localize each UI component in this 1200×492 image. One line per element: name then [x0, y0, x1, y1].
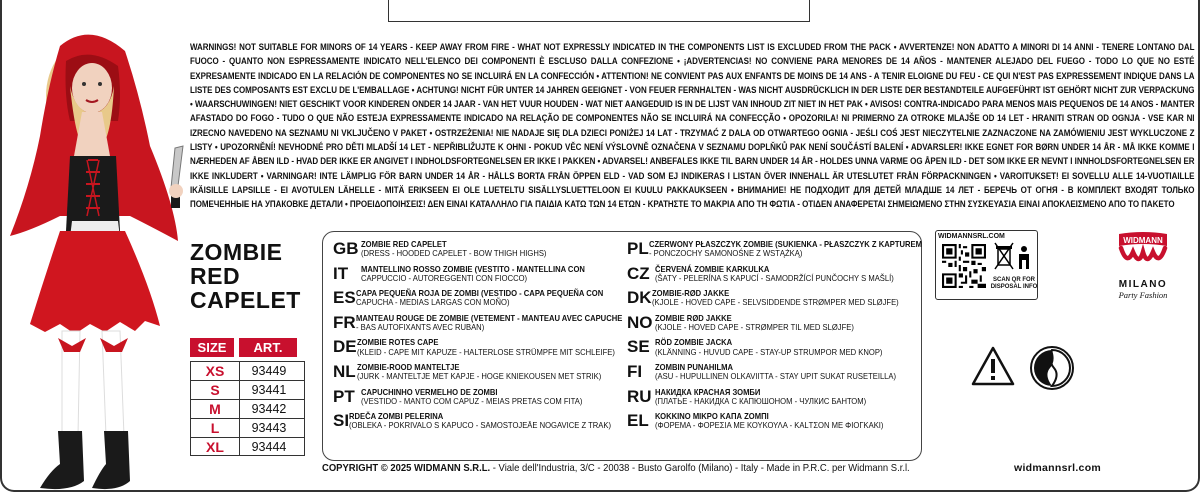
product-title-line: CAPELET — [190, 287, 301, 313]
translation-text — [652, 287, 899, 311]
crossed-bin-icon — [994, 241, 1034, 273]
translation-name: CAPA PEQUEÑA ROJA DE ZOMBI (VESTIDO - CAPA PEQUEÑA CON — [355, 288, 603, 299]
translation-name: ZOMBIN PUNAHILMA — [654, 361, 733, 372]
translation-contents: (KJOLE - HOVED CAPE - STRØMPER TIL MED SLØJFE) — [655, 321, 854, 332]
translation-name: ΚΟΚΚΙΝΟ ΜΙΚΡΟ ΚΑΠΑ ΖΟΜΠΙ — [655, 411, 769, 422]
brand-subline: Party Fashion — [1118, 290, 1168, 300]
qr-code-icon[interactable] — [942, 244, 986, 288]
translation-contents: (OBLEKA - POKRIVALO S KAPUCO - SAMOSTOJEĀE NOGAVICE Z TRAK) — [349, 420, 612, 431]
size-value: L — [191, 419, 240, 437]
language-code: SE — [627, 337, 650, 357]
translation-text — [357, 361, 601, 385]
translation-contents: (ASU - HUPULLINEN OLKAVIITTA - STAY UPIT SUKAT RUSETEILLA) — [654, 371, 897, 382]
translation-contents: CAPUCHA - MEDIAS LARGAS CON MOÑO) — [355, 297, 510, 308]
size-row — [190, 380, 305, 399]
translation-contents: (ПЛАТЬЕ - НАКИДКА С КАПЮШОНОМ - ЧУЛКИС БАНТОМ) — [655, 395, 867, 406]
translation-name: ZOMBIE RED CAPELET — [361, 239, 447, 249]
article-number: 93444 — [251, 439, 287, 454]
language-code: DE — [333, 337, 357, 357]
copyright-address: - Viale dell'Industria, 3/C - 20038 - Busto Garolfo (Milano) - Italy - Made in P.R.C. per Widmann S.r.l. — [490, 462, 910, 474]
translation-contents: - BAS AUTOFIXANTS AVEC RUBAN) — [355, 321, 484, 332]
top-window-cutout — [388, 0, 810, 22]
translation-item — [333, 336, 623, 360]
size-header: SIZE — [190, 338, 234, 357]
translation-item — [627, 410, 917, 434]
translation-item — [627, 361, 917, 385]
translation-text — [349, 410, 612, 434]
translations-box — [322, 231, 922, 461]
size-table-header — [190, 338, 305, 357]
translation-item — [627, 386, 917, 410]
green-dot-recycle-icon — [1028, 345, 1076, 391]
translation-text — [655, 361, 896, 385]
size-value: XL — [191, 438, 240, 455]
qr-note-line: SCAN QR FOR — [993, 277, 1035, 283]
translation-contents: (KLEID - CAPE MIT KAPUZE - HALTERLOSE STRÜMPFE MIT SCHLEIFE) — [356, 346, 615, 357]
translations-right-column — [627, 238, 922, 435]
translation-name: CZERWONY PŁASZCZYK ZOMBIE (SUKIENKA - PŁASZCZYK Z KAPTUREM — [648, 239, 922, 249]
translations-left-column — [333, 238, 623, 435]
language-code: NO — [627, 312, 653, 332]
language-code: PL — [627, 239, 649, 258]
translation-name: MANTEAU ROUGE DE ZOMBIE (VETEMENT - MANTEAU AVEC CAPUCHE — [355, 312, 622, 323]
warning-triangle-icon — [970, 345, 1016, 387]
disposal-qr-block — [935, 230, 1038, 300]
translation-item — [333, 386, 623, 410]
brand-logo-text: WIDMANN — [1123, 236, 1163, 245]
article-number: 93441 — [251, 383, 287, 397]
translation-item — [333, 361, 623, 385]
translation-text — [356, 336, 615, 360]
translation-text — [361, 263, 602, 287]
language-code: DK — [627, 288, 652, 308]
translation-contents: (KLÄNNING - HUVUD CAPE - STAY-UP STRUMPOR MED KNOP) — [655, 346, 883, 357]
size-row — [190, 361, 305, 380]
brand-city: MILANO — [1118, 279, 1168, 290]
safety-warnings-text: WARNINGS! NOT SUITABLE FOR MINORS OF 14 YEARS - KEEP AWAY FROM FIRE - WHAT NOT EXPRESSLY INDICATED IN THE COMPONENTS LIST IS EXCLUDED FROM THE PACK • AVVERTENZE! NON ADATTO A MINORI DI 14 ANNI - TENERE LONTANO DAL FUOCO - QUANTO NON ESPRESSAMENTE INDICATO NELL'ELENCO DEI COMPONENTI È ESCLUSO DALLA CONFEZIONE • ¡ADVERTENCIAS! NO CONVIENE PARA MENORES DE 14 AÑOS - MANTENER ALEJADO DEL FUEGO - TODO LO QUE NO ESTÉ EXPRESAMENTE INDICADO EN LA RELACIÓN DE COMPONENTES NO SE INCLUIRÁ EN LA CONFECCIÓN • ATTENTION! NE CONVIENT PAS AUX ENFANTS DE MOINS DE 14 ANS - A TENIR ELOIGNE DU FEU - CE QUI N'EST PAS EXPRESSEMENT INDIQUE DANS LA LISTE DES COMPOSANTS EST EXCLU DE L'EMBALLAGE • ACHTUNG! NICHT FÜR UNTER 14 JAHREN GEEIGNET - VON FEUER FERNHALTEN - WAS NICHT AUSDRÜCKLICH IN DER LISTE DER BESTANDTEILE AUFGEFÜHRT IST GEHÖRT NICHT ZUR VERPACKUNG • WAARSCHUWINGEN! NIET GESCHIKT VOOR KINDEREN ONDER 14 JAAR - VAN HET VUUR HOUDEN - WAT NIET AANGEDUID IS IN DE LIJST VAN INHOUD ZIT NIET IN HET PAK • AVISOS! CONTRA-INDICADO PARA MENOS MAIS PEQUENOS DE 14 ANOS - MANTER AFASTADO DO FOGO - TUDO O QUE NÃO ESTEJA EXPRESSAMENTE INDICADO NA RELAÇÃO DE COMPONENTES NÃO SE INCLUIRÁ NA CONFECÇÃO • OPOZORILA! NI PRIMERNO ZA OTROKE MLAJŠE OD 14 LET - HRANITI STRAN OD OGNJA - VSE KAR NI IZRECNO NAVEDENO NA SEZNAMU NI VKLJUČENO V PAKET • OSTRZEŻENIA! NIE NADAJE SIĘ DLA DZIECI PONIŻEJ 14 LAT - TRZYMAĆ Z DALA OD OTWARTEGO OGNIA - JEŚLI COŚ JEST NIECZYTELNIE ZAZNACZONE NA ZAMÓWIENIU JEST WYKLUCZONE Z LISTY • UPOZORNĚNÍ! NEVHODNÉ PRO DĚTI MLADŠÍ 14 LET - NEPŘIBLIŽUJTE K OHNI - POKUD VĚC NENÍ VÝSLOVNĚ OZNAČENA V SEZNAMU DOPLŇKŮ PAK NENÍ SOUČÁSTÍ BALENÍ • ADVARSLER! IKKE EGNET FOR BØRN UNDER 14 ÅR - MÅ IKKE KOMME I NÆRHEDEN AF ÅBEN ILD - HVAD DER IKKE ER ANGIVET I INDHOLDSFORTEGNELSEN ER IKKE I PAKKEN • ADVARSEL! ANBEFALES IKKE TIL BARN UNDER 14 ÅR - HOLDES UNNA VARME OG ÅPEN ILD - DET SOM IKKE ER NEVNT I INNHOLDSFORTEGNELSEN ER IKKE INKLUDERT • VARNINGAR! INTE LÄMPLIG FÖR BARN UNDER 14 ÅR - HÅLLS BORTA FRÅN ÖPPEN ELD - VAD SOM EJ INDIKERAS I LISTAN ÖVER INNEHALL ÄR UTESLUTET FRÅN FÖRPACKNINGEN • VAROITUKSET! EI SOVELLU ALLE 14-VUOTIAILLE IKÄISILLE LAPSILLE - EI AVOTULEN LÄHELLE - MITÄ ERIKSEEN EI OLE LUETELTU SISÄLLYSLUETTELOON EI KUULU PAKKAUKSEEN • ВНИМАНИЕ! НЕ ПОДХОДИТ ДЛЯ ДЕТЕЙ МЛАДШЕ 14 ЛЕТ - БЕРЕЧЬ ОТ ОГНЯ - В КОМПЛЕКТ ВХОДЯТ ТОЛЬКО ПОМЕЧЕННЫЕ НА УПАКОВКЕ ДЕТАЛИ • ΠΡΟΕΙΔΟΠΟΙΗΣΕΙΣ! ΔΕΝ ΕΙΝΑΙ ΚΑΤΑΛΛΗΛΟ ΓΙΑ ΠΑΙΔΙΑ ΚΑΤΩ ΤΩΝ 14 ΕΤΩΝ - ΚΡΑΤΗΣΤΕ ΤΟ ΜΑΚΡΙΑ ΑΠΟ ΤΗ ΦΩΤΙΑ - ΟΤΙΔΕΝ ΑΝΑΦΕΡΕΤΑΙ ΣΗΜΕΙΩΜΕΝΟ ΣΤΗΝ ΣΥΣΚΕΥΑΣΙΑ ΕΙΝΑΙ ΑΠΟΚΛΕΙΣΜΕΝΟ ΑΠΟ ΤΟ ΠΑΚΕΤΟ — [190, 42, 1195, 210]
translation-contents: CAPPUCCIO - AUTOREGGENTI CON FIOCCO) — [361, 272, 528, 283]
translation-text — [648, 238, 922, 262]
product-title-line: RED — [190, 263, 241, 289]
size-table — [190, 338, 305, 456]
translation-text — [655, 336, 896, 360]
translation-name: ZOMBIE ROTES CAPE — [356, 337, 439, 348]
translation-item — [627, 287, 917, 311]
translation-contents: (ΦΟΡΕΜΑ - ΦΟΡΕΣΙΑ ΜΕ ΚΟΥΚΟΥΛΑ - ΚΑLΤΣΟΝ ΜΕ ΦΙΟΓΚΑΚΙ) — [655, 420, 884, 431]
qr-note — [990, 277, 1038, 291]
translation-text — [355, 312, 622, 336]
language-code: ES — [333, 288, 356, 308]
translation-text — [655, 312, 896, 336]
translation-contents: (DRESS - HOODED CAPELET - BOW THIGH HIGHS) — [361, 248, 547, 259]
costume-model-image — [0, 26, 185, 492]
translation-name: RÖD ZOMBIE JACKA — [655, 337, 733, 348]
brand-logo-block — [1108, 230, 1178, 310]
language-code: RU — [627, 386, 652, 406]
translation-text — [356, 287, 603, 311]
language-code: FR — [333, 312, 356, 332]
widmann-logo-icon — [1113, 230, 1173, 270]
language-code: GB — [333, 239, 359, 258]
translation-text — [361, 386, 602, 410]
translation-name: ČERVENÁ ZOMBIE KARKULKA — [655, 263, 770, 274]
qr-url: WIDMANNSRL.COM — [938, 233, 1005, 240]
copyright-holder: COPYRIGHT © 2025 WIDMANN S.R.L. — [322, 462, 491, 474]
translation-item — [333, 263, 623, 287]
article-header: ART. — [239, 338, 297, 357]
translation-item — [333, 238, 623, 262]
size-value: M — [191, 400, 240, 418]
language-code: EL — [627, 411, 649, 431]
product-title — [190, 240, 320, 312]
article-number: 93449 — [251, 364, 287, 378]
language-code: FI — [627, 361, 643, 381]
product-title-line: ZOMBIE — [190, 239, 283, 265]
language-code: SI — [333, 411, 350, 431]
translation-item — [627, 312, 917, 336]
language-code: NL — [333, 361, 356, 381]
translation-item — [627, 263, 917, 287]
translation-contents: (ŠATY - PELERÍNA S KAPUCÍ - SAMODRŽÍCÍ PUNČOCHY S MAŠLÍ) — [655, 272, 894, 283]
language-code: PT — [333, 386, 355, 406]
article-number: 93443 — [251, 421, 287, 435]
translation-item — [333, 312, 623, 336]
size-row — [190, 437, 305, 456]
translation-text — [655, 263, 896, 287]
translation-text — [655, 410, 896, 434]
translation-name: НАКИДКА КРАСНАЯ ЗОМБИ — [655, 386, 761, 397]
language-code: IT — [333, 263, 349, 283]
size-row — [190, 418, 305, 437]
translation-name: CAPUCHINHO VERMELHO DE ZOMBI — [361, 386, 498, 397]
copyright-line — [322, 462, 910, 474]
translation-contents: (KJOLE - HOVED CAPE - SELVSIDDENDE STRØMPER MED SLØJFE) — [651, 297, 899, 308]
translation-name: MANTELLINO ROSSO ZOMBIE (VESTITO - MANTELLINA CON — [361, 263, 585, 274]
website-link[interactable]: widmannsrl.com — [1014, 462, 1102, 474]
translation-item — [333, 410, 623, 434]
size-value: XS — [191, 362, 240, 380]
translation-item — [627, 336, 917, 360]
translation-item — [333, 287, 623, 311]
translation-name: ZOMBIE-RØD JAKKE — [651, 288, 729, 299]
translation-contents: - PONCZOCHY SAMONOŚNE Z WSTĄŻKĄ) — [648, 248, 803, 259]
language-code: CZ — [627, 263, 650, 283]
translation-text — [361, 238, 602, 262]
translation-contents: (JURK - MANTELTJE MET KAPJE - HOGE KNIEKOUSEN MET STRIK) — [357, 371, 602, 382]
qr-note-line: DISPOSAL INFO — [990, 284, 1038, 290]
translation-item — [627, 238, 922, 262]
translation-name: RDEČA ZOMBI PELERINA — [349, 411, 444, 422]
size-value: S — [191, 381, 240, 399]
translation-contents: (VESTIDO - MANTO COM CAPUZ - MEIAS PRETAS COM FITA) — [361, 395, 583, 406]
translation-text — [655, 386, 896, 410]
translation-name: ZOMBIE RØD JAKKE — [655, 312, 732, 323]
article-number: 93442 — [251, 402, 287, 416]
size-row — [190, 399, 305, 418]
translation-name: ZOMBIE-ROOD MANTELTJE — [357, 361, 460, 372]
